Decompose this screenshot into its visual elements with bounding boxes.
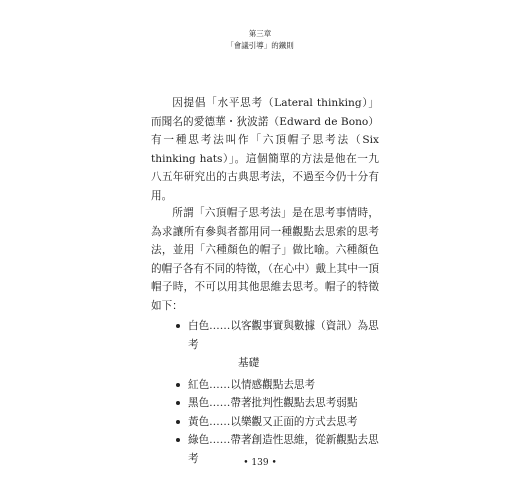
page-number: • 139 •	[243, 458, 277, 468]
paragraph-text: 因提倡「水平思考（Lateral thinking）」而聞名的愛德華・狄波諾（Edward de Bono）有一種思考法叫作「六頂帽子思考法（Six thinking hats）」。這個簡單的方法是他在一九八五年研究出的古典思考法，不過至今仍十分有用。	[151, 97, 379, 202]
list-item	[174, 394, 389, 413]
chapter-title: 「會議引導」的鐵則	[226, 41, 294, 50]
list-item	[174, 317, 389, 373]
hat-list	[174, 317, 389, 468]
list-item-continuation: 基礎	[238, 357, 260, 369]
list-item-text: 白色……以客觀事實與數據（資訊）為思考	[188, 320, 379, 351]
paragraph-method	[151, 204, 379, 315]
chapter-label: 第三章	[248, 29, 272, 38]
list-item	[174, 376, 389, 395]
list-item-text: 黃色……以樂觀又正面的方式去思考	[188, 415, 358, 428]
list-item-text: 紅色……以情感觀點去思考	[188, 378, 316, 391]
list-item	[174, 413, 389, 432]
paragraph-text: 所謂「六頂帽子思考法」是在思考事情時，為求讓所有參與者都用同一種觀點去思索的思考法，並用「六種顏色的帽子」做比喻。六種顏色的帽子各有不同的特徵，（在心中）戴上其中一頂帽子時，不可以用其他思維去思考。帽子的特徵如下：	[151, 207, 379, 312]
list-item-text: 綠色……帶著創造性思維，從新觀點去思考	[188, 434, 379, 465]
list-item-text: 黑色……帶著批判性觀點去思考弱點	[188, 397, 358, 409]
paragraph-intro	[151, 94, 379, 205]
